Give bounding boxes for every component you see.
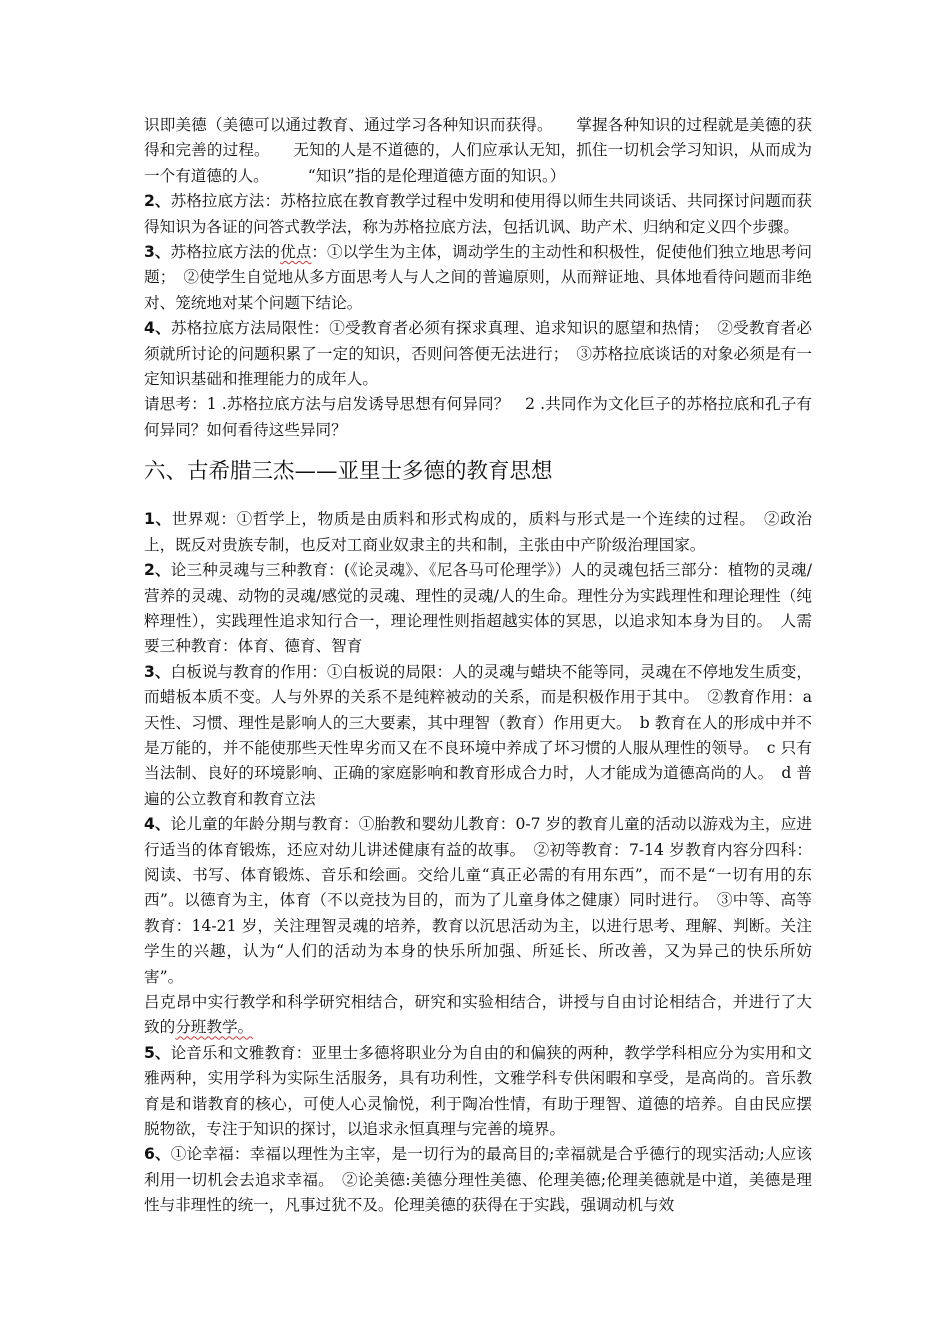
section-2-text: 苏格拉底方法：苏格拉底在教育教学过程中发明和使用得以师生共同谈话、共同探讨问题而获得知识为各证的问答式教学法，称为苏格拉底方法，包括讥讽、助产术、归纳和定义四个步骤。	[144, 192, 812, 236]
aristotle-2-number: 2、	[144, 561, 171, 580]
lyceum-paragraph	[144, 990, 812, 1041]
aristotle-1-number: 1、	[144, 510, 172, 529]
section-3-text-b: ：①以学生为主体，调动学生的主动性和积极性，促使他们独立地思考问题； ②使学生自觉地从多方面思考人与人之间的普遍原则，从而辩证地、具体地看待问题而非绝对、笼统地对某个问题下结论。	[144, 243, 812, 312]
document-page	[144, 113, 812, 1219]
aristotle-2-text: 论三种灵魂与三种教育：(《论灵魂》、《尼各马可伦理学》）人的灵魂包括三部分：植物的灵魂/营养的灵魂、动物的灵魂/感觉的灵魂、理性的灵魂/人的生命。理性分为实践理性和理论理性（纯粹理性），实践理性追求知行合一，理论理性则指超越实体的冥思，以追求知本身为目的。 人需要三种教育：体育、德育、智育	[144, 561, 812, 656]
intro-text: 识即美德（美德可以通过教育、通过学习各种知识而获得。 掌握各种知识的过程就是美德的获得和完善的过程。 无知的人是不道德的，人们应承认无知，抓住一切机会学习知识，从而成为一个有道德的人。 “知识”指的是伦理道德方面的知识。）	[144, 116, 812, 185]
aristotle-6-number: 6、	[144, 1145, 171, 1164]
section-3-paragraph	[144, 240, 812, 316]
aristotle-4-paragraph	[144, 812, 812, 990]
aristotle-1-paragraph	[144, 507, 812, 558]
think-paragraph	[144, 392, 812, 443]
aristotle-5-number: 5、	[144, 1043, 171, 1062]
section-2-paragraph	[144, 189, 812, 240]
section-3-text-a: 苏格拉底方法的	[170, 243, 281, 262]
aristotle-5-text: 论音乐和文雅教育：亚里士多德将职业分为自由的和偏狭的两种，教学学科相应分为实用和文雅两种，实用学科为实际生活服务，具有功利性，文雅学科专供闲暇和享受，是高尚的。音乐教育是和谐教育的核心，可使人心灵愉悦，利于陶冶性情，有助于理智、道德的培养。自由民应摆脱物欲，专注于知识的探讨，以追求永恒真理与完善的境界。	[144, 1043, 812, 1139]
section-4-paragraph	[144, 316, 812, 392]
lyceum-text: 吕克昂中实行教学和科学研究相结合，研究和实验相结合，讲授与自由讨论相结合，并进行了大致的	[144, 993, 812, 1037]
aristotle-2-paragraph	[144, 558, 812, 660]
aristotle-3-number: 3、	[144, 662, 171, 681]
aristotle-3-paragraph	[144, 660, 812, 812]
aristotle-6-text: ①论幸福：幸福以理性为主宰，是一切行为的最高目的;幸福就是合乎德行的现实活动;人应该利用一切机会去追求幸福。 ②论美德:美德分理性美德、伦理美德;伦理美德就是中道，美德是理性与非理性的统一，凡事过犹不及。伦理美德的获得在于实践，强调动机与效	[144, 1145, 812, 1215]
intro-paragraph	[144, 113, 812, 189]
aristotle-6-paragraph	[144, 1142, 812, 1218]
section-3-number: 3、	[144, 243, 171, 262]
section-4-number: 4、	[144, 319, 171, 338]
aristotle-5-paragraph	[144, 1041, 812, 1143]
think-text: 请思考：1 .苏格拉底方法与启发诱导思想有何异同？ 2 .共同作为文化巨子的苏格拉底和孔子有何异同？如何看待这些异同？	[144, 395, 812, 439]
section-heading-aristotle: 六、古希腊三杰——亚里士多德的教育思想	[144, 459, 553, 485]
aristotle-4-number: 4、	[144, 815, 171, 834]
spellcheck-underline-fenban: 分班教学。	[175, 1018, 254, 1037]
spellcheck-underline-youdian: 优点	[280, 243, 312, 262]
aristotle-1-text: 世界观：①哲学上，物质是由质料和形式构成的，质料与形式是一个连续的过程。 ②政治上，既反对贵族专制，也反对工商业奴隶主的共和制，主张由中产阶级治理国家。	[144, 510, 812, 554]
section-4-text: 苏格拉底方法局限性：①受教育者必须有探求真理、追求知识的愿望和热情； ②受教育者必须就所讨论的问题积累了一定的知识，否则问答便无法进行； ③苏格拉底谈话的对象必须是有一定知识基础和推理能力的成年人。	[144, 319, 812, 389]
section-2-number: 2、	[144, 192, 171, 211]
aristotle-3-text: 白板说与教育的作用：①白板说的局限：人的灵魂与蜡块不能等同，灵魂在不停地发生质变，而蜡板本质不变。人与外界的关系不是纯粹被动的关系，而是积极作用于其中。 ②教育作用：a 天性、习惯、理性是影响人的三大要素，其中理智（教育）作用更大。 b 教育在人的形成中并不是万能的，并不能使那些天性卑劣而又在不良环境中养成了坏习惯的人服从理性的领导。 c 只有当法制、良好的环境影响、正确的家庭影响和教育形成合力时，人才能成为道德高尚的人。 d 普遍的公立教育和教育立法	[144, 662, 812, 808]
aristotle-4-text: 论儿童的年龄分期与教育：①胎教和婴幼儿教育：0-7 岁的教育儿童的活动以游戏为主，应进行适当的体育锻炼，还应对幼儿讲述健康有益的故事。 ②初等教育：7-14 岁教育内容分四科：阅读、书写、体育锻炼、音乐和绘画。交给儿童“真正必需的有用东西”，而不是“一切有用的东西”。以德育为主，体育（不以竞技为目的，而为了儿童身体之健康）同时进行。 ③中等、高等教育：14-21 岁，关注理智灵魂的培养，教育以沉思活动为主，以进行思考、理解、判断。关注学生的兴趣，认为“人们的活动为本身的快乐所加强、所延长、所改善，又为异己的快乐所妨害”。	[144, 815, 812, 986]
